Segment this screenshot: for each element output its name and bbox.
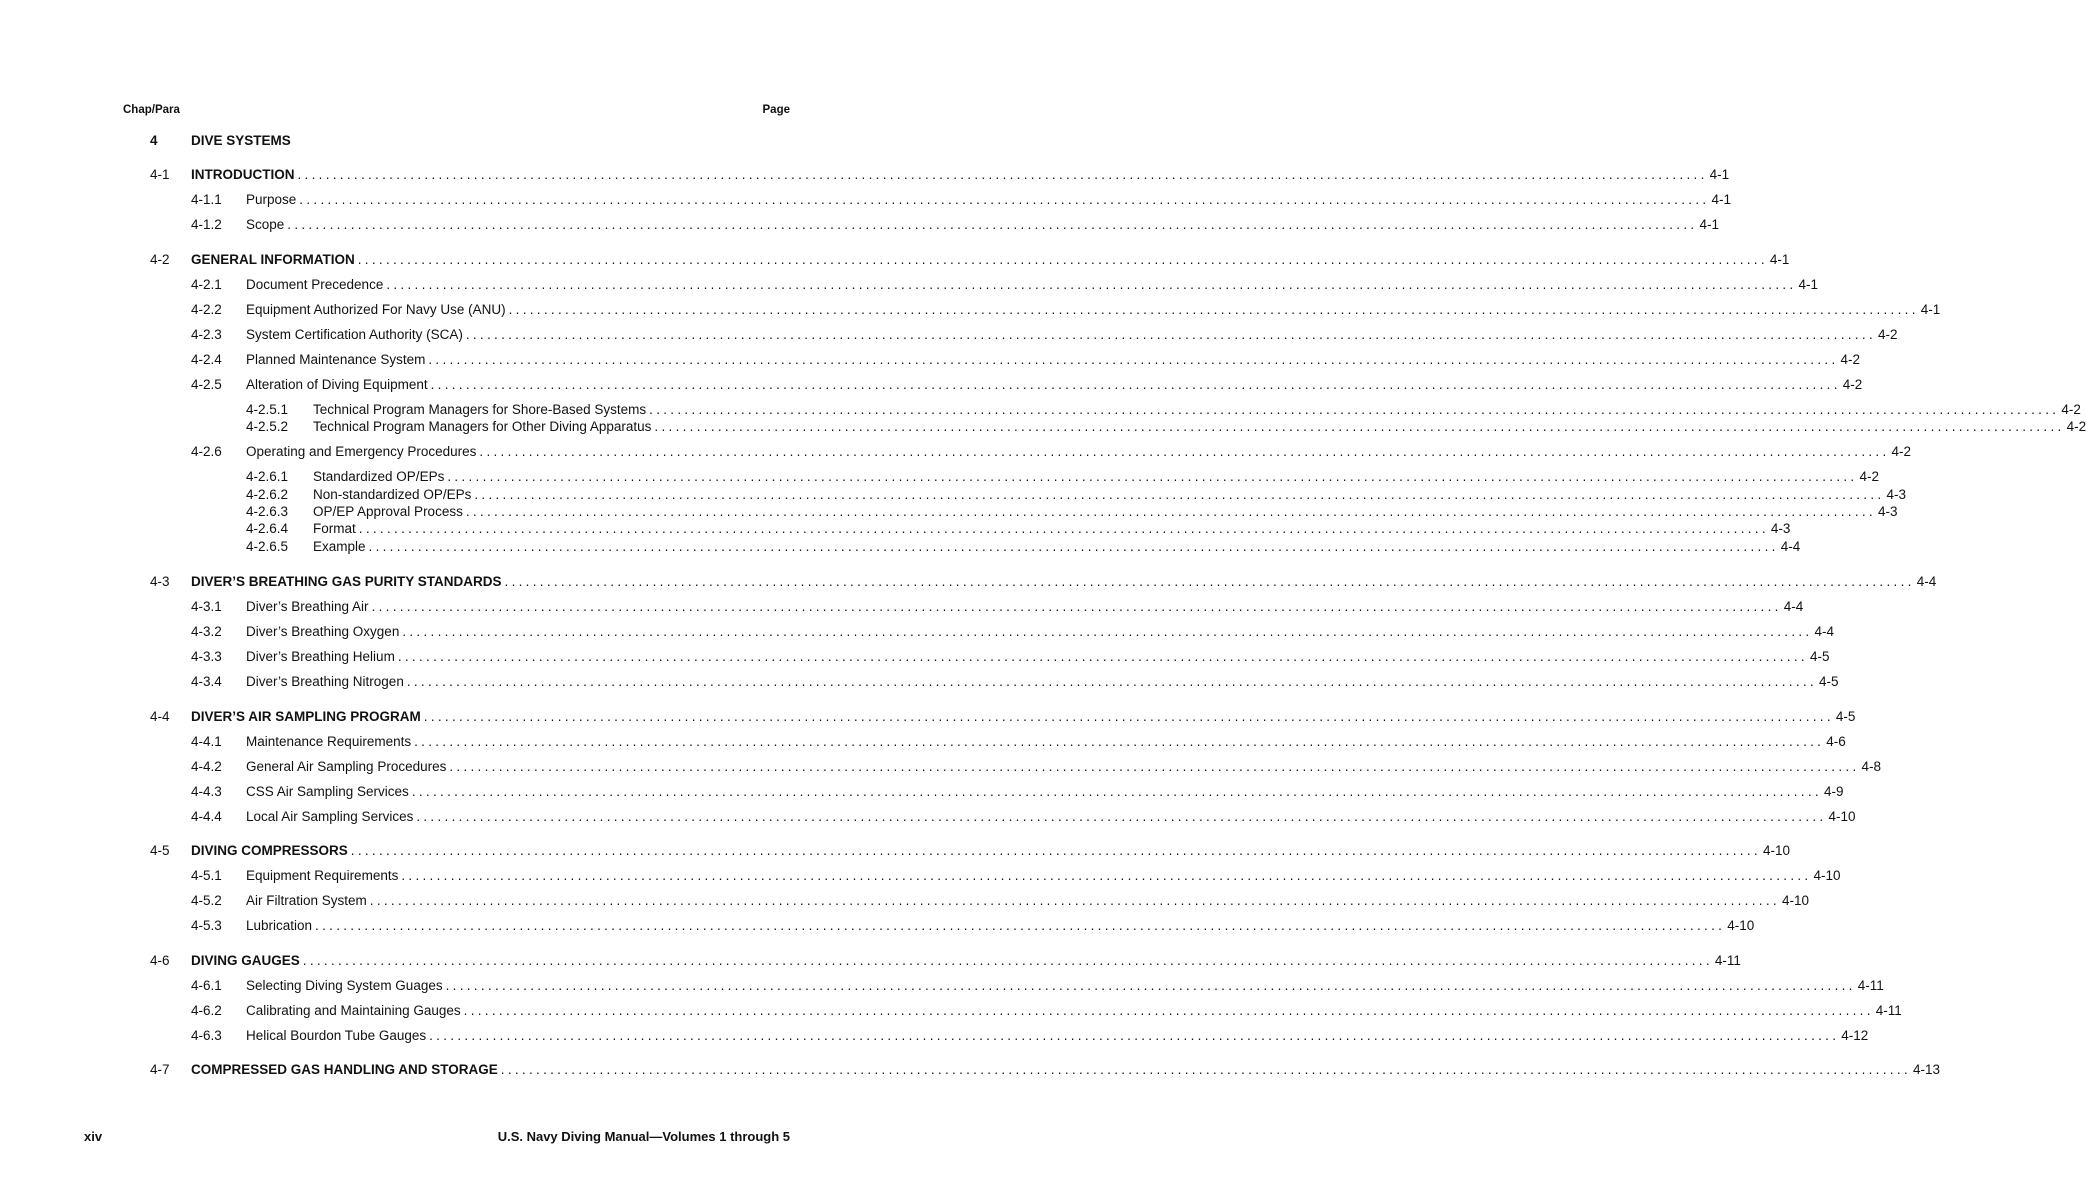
toc-entry[interactable] xyxy=(0,867,1841,885)
toc-entry[interactable] xyxy=(0,166,1730,184)
toc-entry[interactable] xyxy=(0,443,1912,461)
toc-entry-title: Diver’s Breathing Helium xyxy=(246,649,395,664)
toc-entry-number: 4-7 xyxy=(150,1062,170,1077)
toc-entry-title: Scope xyxy=(246,217,285,232)
toc-entry-page: 4-10 xyxy=(1828,809,1856,824)
toc-entry-page: 4-3 xyxy=(1770,521,1791,536)
manual-title: U.S. Navy Diving Manual—Volumes 1 through 5 xyxy=(497,1129,790,1144)
toc-entry[interactable] xyxy=(0,401,2081,419)
dot-leader: ........................................................................................................................................................................................................ xyxy=(428,352,1839,367)
dot-leader: ........................................................................................................................................................................................................ xyxy=(500,1062,1911,1077)
dot-leader: ........................................................................................................................................................................................................ xyxy=(654,419,2065,434)
toc-entry-number: 4-3 xyxy=(150,574,170,589)
toc-entry-number: 4-4.3 xyxy=(191,784,222,799)
toc-entry-page: 4-2 xyxy=(1877,327,1898,342)
toc-entry[interactable] xyxy=(0,326,1898,344)
toc-entry-number: 4-3.3 xyxy=(191,649,222,664)
toc-entry-title: Alteration of Diving Equipment xyxy=(246,377,428,392)
chapter-number: 4 xyxy=(150,133,158,148)
toc-entry-page: 4-2 xyxy=(1840,352,1861,367)
dot-leader: ........................................................................................................................................................................................................ xyxy=(357,252,1768,267)
toc-entry[interactable] xyxy=(0,673,1839,691)
toc-entry-page: 4-3 xyxy=(1886,487,1907,502)
toc-entry-title: DIVER’S BREATHING GAS PURITY STANDARDS xyxy=(191,574,502,589)
toc-entry-title: Diver’s Breathing Nitrogen xyxy=(246,674,404,689)
chapter-heading xyxy=(0,133,926,151)
toc-entry[interactable] xyxy=(0,623,1834,641)
toc-entry-title: Air Filtration System xyxy=(246,893,367,908)
toc-entry-page: 4-2 xyxy=(2066,419,2086,434)
toc-entry-number: 4-2 xyxy=(150,252,170,267)
dot-leader: ........................................................................................................................................................................................................ xyxy=(423,709,1834,724)
toc-entry[interactable] xyxy=(0,842,1790,860)
toc-entry-title: Document Precedence xyxy=(246,277,384,292)
toc-entry-title: Equipment Authorized For Navy Use (ANU) xyxy=(246,302,506,317)
toc-entry-number: 4-5.1 xyxy=(191,868,222,883)
toc-entry-number: 4-3.1 xyxy=(191,599,222,614)
toc-entry-title: Non-standardized OP/EPs xyxy=(313,487,472,502)
toc-entry-title: Maintenance Requirements xyxy=(246,734,412,749)
toc-entry-number: 4-2.5.1 xyxy=(246,402,289,417)
dot-leader: ........................................................................................................................................................................................................ xyxy=(430,377,1841,392)
toc-entry[interactable] xyxy=(0,648,1830,666)
dot-leader: ........................................................................................................................................................................................................ xyxy=(302,953,1713,968)
toc-entry-page: 4-4 xyxy=(1780,539,1801,554)
toc-entry[interactable] xyxy=(0,301,1941,319)
toc-entry-page: 4-5 xyxy=(1809,649,1830,664)
toc-entry[interactable] xyxy=(0,892,1809,910)
toc-entry-page: 4-8 xyxy=(1861,759,1882,774)
toc-entry[interactable] xyxy=(0,952,1741,970)
dot-leader: ........................................................................................................................................................................................................ xyxy=(299,192,1710,207)
toc-entry-number: 4-2.6.3 xyxy=(246,504,289,519)
dot-leader: ........................................................................................................................................................................................................ xyxy=(315,918,1726,933)
toc-entry[interactable] xyxy=(0,251,1790,269)
dot-leader: ........................................................................................................................................................................................................ xyxy=(297,167,1708,182)
toc-entry-page: 4-2 xyxy=(2061,402,2081,417)
toc-entry-page: 4-10 xyxy=(1781,893,1809,908)
dot-leader: ........................................................................................................................................................................................................ xyxy=(350,843,1761,858)
dot-leader: ........................................................................................................................................................................................................ xyxy=(465,504,1876,519)
toc-entry[interactable] xyxy=(0,418,2086,436)
toc-entry[interactable] xyxy=(0,520,1791,538)
toc-entry-number: 4-2.1 xyxy=(191,277,222,292)
toc-entry-number: 4-2.6.2 xyxy=(246,487,289,502)
toc-entry[interactable] xyxy=(0,351,1861,369)
toc-entry-number: 4-6.3 xyxy=(191,1028,222,1043)
toc-entry-title: OP/EP Approval Process xyxy=(313,504,463,519)
toc-entry-number: 4-4.4 xyxy=(191,809,222,824)
toc-entry-page: 4-4 xyxy=(1916,574,1937,589)
toc-entry-number: 4-4.2 xyxy=(191,759,222,774)
toc-entry-number: 4-2.6 xyxy=(191,444,222,459)
toc-entry-title: Calibrating and Maintaining Gauges xyxy=(246,1003,461,1018)
toc-entry-page: 4-2 xyxy=(1842,377,1863,392)
column-header-chap-para: Chap/Para xyxy=(123,104,180,116)
toc-entry-title: CSS Air Sampling Services xyxy=(246,784,409,799)
toc-entry-page: 4-10 xyxy=(1762,843,1790,858)
toc-entry-title: GENERAL INFORMATION xyxy=(191,252,355,267)
toc-entry-title: Local Air Sampling Services xyxy=(246,809,414,824)
toc-entry-number: 4-2.5.2 xyxy=(246,419,289,434)
toc-entry-page: 4-1 xyxy=(1711,192,1731,207)
toc-entry-number: 4-6.1 xyxy=(191,978,222,993)
toc-entry-number: 4-2.4 xyxy=(191,352,222,367)
toc-entry-page: 4-2 xyxy=(1859,469,1879,484)
dot-leader: ........................................................................................................................................................................................................ xyxy=(508,302,1919,317)
toc-entry[interactable] xyxy=(0,376,1863,394)
toc-entry-number: 4-5 xyxy=(150,843,170,858)
toc-entry-title: Helical Bourdon Tube Gauges xyxy=(246,1028,427,1043)
toc-entry-page: 4-11 xyxy=(1714,953,1741,968)
toc-entry-number: 4-3.4 xyxy=(191,674,222,689)
toc-entry-page: 4-10 xyxy=(1727,918,1755,933)
toc-entry-page: 4-11 xyxy=(1857,978,1884,993)
toc-entry[interactable] xyxy=(0,758,1882,776)
dot-leader: ........................................................................................................................................................................................................ xyxy=(465,327,1876,342)
toc-entry-page: 4-13 xyxy=(1912,1062,1940,1077)
dot-leader: ........................................................................................................................................................................................................ xyxy=(386,277,1797,292)
toc-entry-title: Example xyxy=(313,539,366,554)
toc-entry-number: 4-4.1 xyxy=(191,734,222,749)
toc-entry-number: 4-2.6.5 xyxy=(246,539,289,554)
toc-entry-title: COMPRESSED GAS HANDLING AND STORAGE xyxy=(191,1062,498,1077)
toc-entry[interactable] xyxy=(0,808,1856,826)
toc-entry-title: Diver’s Breathing Oxygen xyxy=(246,624,400,639)
dot-leader: ........................................................................................................................................................................................................ xyxy=(479,444,1890,459)
toc-entry[interactable] xyxy=(0,276,1818,294)
toc-entry-title: Technical Program Managers for Shore-Based Systems xyxy=(313,402,647,417)
dot-leader: ........................................................................................................................................................................................................ xyxy=(397,649,1808,664)
toc-entry-page: 4-1 xyxy=(1699,217,1719,232)
toc-entry-page: 4-4 xyxy=(1783,599,1804,614)
toc-entry-page: 4-5 xyxy=(1818,674,1839,689)
dot-leader: ........................................................................................................................................................................................................ xyxy=(287,217,1698,232)
chapter-title: DIVE SYSTEMS xyxy=(191,133,291,148)
toc-entry[interactable] xyxy=(0,191,1731,209)
dot-leader: ........................................................................................................................................................................................................ xyxy=(402,624,1813,639)
toc-entry-page: 4-1 xyxy=(1709,167,1730,182)
toc-entry[interactable] xyxy=(0,216,1719,234)
dot-leader: ........................................................................................................................................................................................................ xyxy=(371,599,1782,614)
toc-entry-page: 4-6 xyxy=(1826,734,1846,749)
toc-entry-page: 4-4 xyxy=(1814,624,1834,639)
toc-entry-number: 4-5.2 xyxy=(191,893,222,908)
dot-leader: ........................................................................................................................................................................................................ xyxy=(447,469,1858,484)
dot-leader: ........................................................................................................................................................................................................ xyxy=(358,521,1769,536)
dot-leader: ........................................................................................................................................................................................................ xyxy=(406,674,1817,689)
toc-entry-page: 4-1 xyxy=(1798,277,1818,292)
toc-entry-page: 4-3 xyxy=(1877,504,1898,519)
toc-entry-number: 4-3.2 xyxy=(191,624,222,639)
dot-leader: ........................................................................................................................................................................................................ xyxy=(414,734,1825,749)
toc-entry-title: Standardized OP/EPs xyxy=(313,469,445,484)
dot-leader: ........................................................................................................................................................................................................ xyxy=(401,868,1812,883)
toc-entry-title: General Air Sampling Procedures xyxy=(246,759,447,774)
page-number: xiv xyxy=(84,1129,103,1144)
toc-entry-title: Format xyxy=(313,521,356,536)
toc-entry[interactable] xyxy=(0,468,1879,486)
dot-leader: ........................................................................................................................................................................................................ xyxy=(449,759,1860,774)
dot-leader: ........................................................................................................................................................................................................ xyxy=(411,784,1822,799)
toc-entry-title: Equipment Requirements xyxy=(246,868,399,883)
toc-entry[interactable] xyxy=(0,1027,1869,1045)
dot-leader: ........................................................................................................................................................................................................ xyxy=(368,539,1779,554)
dot-leader: ........................................................................................................................................................................................................ xyxy=(445,978,1856,993)
toc-entry[interactable] xyxy=(0,1061,1940,1079)
toc-entry-title: Technical Program Managers for Other Diving Apparatus xyxy=(313,419,652,434)
toc-entry-number: 4-6 xyxy=(150,953,170,968)
toc-entry-page: 4-11 xyxy=(1875,1003,1902,1018)
toc-entry[interactable] xyxy=(0,486,1907,504)
toc-entry-title: System Certification Authority (SCA) xyxy=(246,327,463,342)
toc-entry-title: Operating and Emergency Procedures xyxy=(246,444,477,459)
toc-entry-title: Diver’s Breathing Air xyxy=(246,599,369,614)
toc-entry-page: 4-12 xyxy=(1841,1028,1869,1043)
dot-leader: ........................................................................................................................................................................................................ xyxy=(504,574,1915,589)
dot-leader: ........................................................................................................................................................................................................ xyxy=(429,1028,1840,1043)
toc-entry-page: 4-1 xyxy=(1920,302,1941,317)
toc-entry[interactable] xyxy=(0,598,1804,616)
toc-entry[interactable] xyxy=(0,503,1898,521)
dot-leader: ........................................................................................................................................................................................................ xyxy=(463,1003,1874,1018)
toc-entry-number: 4-1.2 xyxy=(191,217,222,232)
toc-entry-number: 4-2.6.1 xyxy=(246,469,289,484)
toc-entry-number: 4-4 xyxy=(150,709,170,724)
toc-entry[interactable] xyxy=(0,573,1937,591)
dot-leader: ........................................................................................................................................................................................................ xyxy=(416,809,1827,824)
toc-entry-number: 4-1.1 xyxy=(191,192,222,207)
toc-entry-number: 4-2.6.4 xyxy=(246,521,289,536)
toc-entry-title: Purpose xyxy=(246,192,297,207)
toc-entry[interactable] xyxy=(0,917,1755,935)
toc-entry-number: 4-2.5 xyxy=(191,377,222,392)
dot-leader: ........................................................................................................................................................................................................ xyxy=(474,487,1885,502)
toc-entry-page: 4-5 xyxy=(1835,709,1856,724)
toc-entry[interactable] xyxy=(0,538,1801,556)
toc-entry-number: 4-2.3 xyxy=(191,327,222,342)
dot-leader: ........................................................................................................................................................................................................ xyxy=(369,893,1780,908)
toc-entry[interactable] xyxy=(0,733,1846,751)
toc-entry-page: 4-9 xyxy=(1823,784,1844,799)
toc-entry[interactable] xyxy=(0,977,1884,995)
toc-entry[interactable] xyxy=(0,708,1856,726)
toc-entry-title: DIVING COMPRESSORS xyxy=(191,843,348,858)
toc-entry-page: 4-2 xyxy=(1891,444,1912,459)
toc-entry-number: 4-2.2 xyxy=(191,302,222,317)
toc-entry-page: 4-10 xyxy=(1813,868,1841,883)
toc-entry-number: 4-1 xyxy=(150,167,170,182)
toc-entry-number: 4-5.3 xyxy=(191,918,222,933)
toc-entry-title: DIVING GAUGES xyxy=(191,953,300,968)
toc-entry-title: Lubrication xyxy=(246,918,313,933)
toc-entry-title: Selecting Diving System Guages xyxy=(246,978,443,993)
toc-entry[interactable] xyxy=(0,1002,1902,1020)
toc-entry-page: 4-1 xyxy=(1769,252,1790,267)
toc-entry-title: Planned Maintenance System xyxy=(246,352,426,367)
dot-leader: ........................................................................................................................................................................................................ xyxy=(649,402,2060,417)
toc-entry-number: 4-6.2 xyxy=(191,1003,222,1018)
column-header-page: Page xyxy=(762,104,790,116)
toc-entry-title: DIVER’S AIR SAMPLING PROGRAM xyxy=(191,709,421,724)
toc-entry-title: INTRODUCTION xyxy=(191,167,295,182)
toc-entry[interactable] xyxy=(0,783,1844,801)
